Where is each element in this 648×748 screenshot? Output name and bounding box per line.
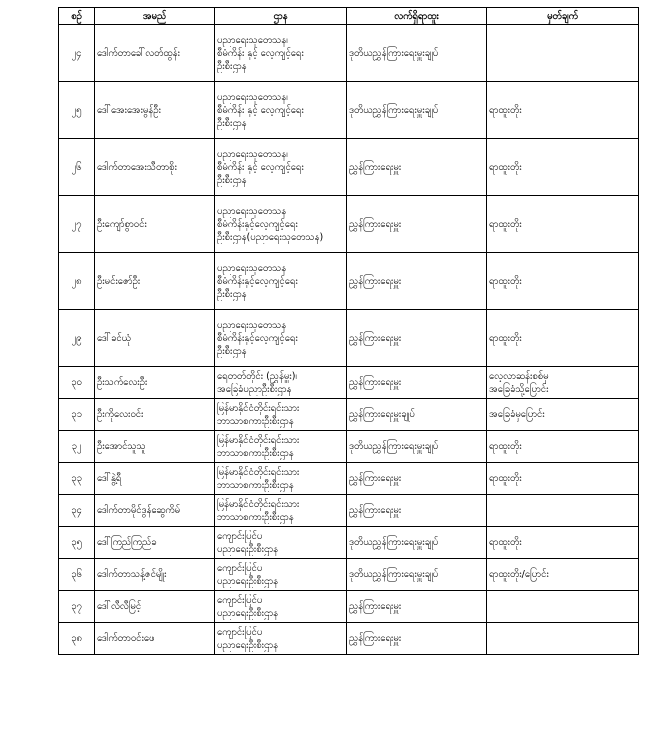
header-department: ဌာန	[215, 8, 347, 25]
department-line: ပညာရေးဦးစီးဌာန	[217, 639, 279, 651]
row-name: ဒေါက်တာအေးသီတာစိုး	[95, 139, 215, 196]
header-no: စဉ်	[59, 8, 95, 25]
department-line: မြန်မာနိုင်ငံတိုင်းရင်းသား	[217, 402, 300, 414]
row-remark	[487, 527, 639, 559]
row-name: ဒေါက်တာမိုင်ဒွန်ဆွေကိမ်	[95, 495, 215, 527]
department-line: ပညာရေးသုတေသန၊	[217, 91, 288, 103]
department-line: စီမံကိန်းနှင့်လေ့ကျင့်ရေး	[217, 332, 298, 344]
department-line: ပညာရေးသုတေသန	[217, 319, 287, 331]
department-line: ရေတတ်တိုင်း (ညွှန်မှူး)၊	[217, 370, 297, 382]
row-department	[215, 139, 347, 196]
row-number: ၃၅	[59, 527, 95, 559]
row-remark	[487, 367, 639, 399]
department-line: ဦးစီးဌာန	[217, 174, 247, 186]
department-line: ကျောင်းပြင်ပ	[217, 594, 263, 606]
table-row	[59, 139, 639, 196]
row-name: ဒေါ်ခင်ယုံ	[95, 310, 215, 367]
row-remark	[487, 591, 639, 623]
row-number: ၃၈	[59, 623, 95, 655]
remark-line: ရာထူးတိုး	[489, 104, 522, 116]
row-remark	[487, 310, 639, 367]
remark-line: လေ့လာဆန်းစစ်မှ	[489, 370, 549, 382]
department-line: ကျောင်းပြင်ပ	[217, 530, 263, 542]
table-row	[59, 82, 639, 139]
row-name: ဒေါ်အေးအေးမွန်ဦး	[95, 82, 215, 139]
department-line: ဦးစီးဌာန	[217, 288, 247, 300]
table-row	[59, 196, 639, 253]
department-line: မြန်မာနိုင်ငံတိုင်းရင်းသား	[217, 466, 300, 478]
row-current-position: ညွှန်ကြားရေးမှူး	[347, 253, 487, 310]
row-number: ၃၃	[59, 463, 95, 495]
row-number: ၃၀	[59, 367, 95, 399]
row-number: ၂၅	[59, 82, 95, 139]
row-remark	[487, 431, 639, 463]
row-name: ဒေါက်တာဝင်းဖေ	[95, 623, 215, 655]
department-line: ပညာရေးသုတေသန၊	[217, 34, 288, 46]
remark-line: ရာထူးတိုး	[489, 441, 522, 452]
department-line: ပညာရေးသုတေသန	[217, 205, 287, 217]
department-line: ဦးစီးဌာန	[217, 60, 247, 72]
table-row	[59, 591, 639, 623]
row-department	[215, 399, 347, 431]
row-number: ၂၈	[59, 253, 95, 310]
department-line: စီမံကိန်း နှင့် လေ့ကျင့်ရေး	[217, 47, 304, 59]
row-remark	[487, 463, 639, 495]
row-remark	[487, 253, 639, 310]
department-line: စီမံကိန်းနှင့်လေ့ကျင့်ရေး	[217, 218, 298, 230]
table-row	[59, 431, 639, 463]
row-department	[215, 495, 347, 527]
row-current-position: ညွှန်ကြားရေးမှူး	[347, 310, 487, 367]
row-department	[215, 25, 347, 82]
row-remark	[487, 623, 639, 655]
header-current-position: လက်ရှိရာထူး	[347, 8, 487, 25]
table-row	[59, 623, 639, 655]
department-line: ပညာရေးဦးစီးဌာန	[217, 607, 279, 619]
table-body	[59, 25, 639, 655]
row-number: ၂၄	[59, 25, 95, 82]
row-current-position: ဒုတိယညွှန်ကြားရေးမှူးချုပ်	[347, 431, 487, 463]
row-number: ၃၁	[59, 399, 95, 431]
row-current-position: ညွှန်ကြားရေးမှူး	[347, 463, 487, 495]
row-remark	[487, 399, 639, 431]
department-line: ပညာရေးသုတေသန၊	[217, 148, 288, 160]
row-department	[215, 253, 347, 310]
department-line: ပညာရေးဦးစီးဌာန	[217, 575, 279, 587]
row-number: ၂၆	[59, 139, 95, 196]
row-department	[215, 463, 347, 495]
table-row	[59, 559, 639, 591]
row-name: ဒေါ်လီလီမြင့်	[95, 591, 215, 623]
table-row	[59, 25, 639, 82]
row-name: ဒေါ်ကြည်ကြည်ခ	[95, 527, 215, 559]
row-department	[215, 431, 347, 463]
row-remark	[487, 559, 639, 591]
row-number: ၂၇	[59, 196, 95, 253]
remark-line: ရာထူးတိုး/ပြောင်း	[489, 569, 549, 580]
table-row	[59, 367, 639, 399]
staff-table	[58, 7, 639, 655]
department-line: ကျောင်းပြင်ပ	[217, 562, 263, 574]
row-current-position: ဒုတိယညွှန်ကြားရေးမှူးချုပ်	[347, 559, 487, 591]
row-department	[215, 310, 347, 367]
row-current-position: ဒုတိယညွှန်ကြားရေးမှူးချုပ်	[347, 25, 487, 82]
row-current-position: ညွှန်ကြားရေးမှူး	[347, 495, 487, 527]
row-number: ၂၉	[59, 310, 95, 367]
row-name: ဒေါက်တာသန့်ဇင်မျိုး	[95, 559, 215, 591]
remark-line: ရာထူးတိုး	[489, 218, 522, 230]
table-row	[59, 495, 639, 527]
department-line: ကျောင်းပြင်ပ	[217, 626, 263, 638]
header-name: အမည်	[95, 8, 215, 25]
remark-line: ရာထူးတိုး	[489, 332, 522, 344]
department-line: ဦးစီးဌာန	[217, 117, 247, 129]
row-name: ဦးကျော်စွာဝင်း	[95, 196, 215, 253]
department-line: အခြေခံပညာဦးစီးဌာန	[217, 383, 292, 395]
row-number: ၃၇	[59, 591, 95, 623]
remark-line: အခြေခံသို့ပြောင်း	[489, 383, 549, 395]
table-row	[59, 253, 639, 310]
row-number: ၃၄	[59, 495, 95, 527]
table-header-row	[59, 8, 639, 25]
row-current-position: ဒုတိယညွှန်ကြားရေးမှူးချုပ်	[347, 82, 487, 139]
row-remark	[487, 495, 639, 527]
remark-line: ရာထူးတိုး	[489, 473, 522, 484]
department-line: ပညာရေးဦးစီးဌာန	[217, 543, 279, 555]
row-remark	[487, 82, 639, 139]
row-department	[215, 82, 347, 139]
row-name: ဦးအောင်သူသူ	[95, 431, 215, 463]
table-row	[59, 399, 639, 431]
remark-line: အခြေခံမှပြောင်း	[489, 409, 545, 420]
row-department	[215, 527, 347, 559]
row-department	[215, 591, 347, 623]
row-name: ဦးကိုလေးဝင်း	[95, 399, 215, 431]
department-line: ဘာသာစကားဦးစီးဌာန	[217, 511, 294, 523]
row-remark	[487, 139, 639, 196]
row-department	[215, 559, 347, 591]
department-line: ဦးစီးဌာန	[217, 345, 247, 357]
department-line: စီမံကိန်းနှင့်လေ့ကျင့်ရေး	[217, 275, 298, 287]
remark-line: ရာထူးတိုး	[489, 275, 522, 287]
table-row	[59, 527, 639, 559]
row-name: ဒေါ်နွဲ့ရီ	[95, 463, 215, 495]
row-name: ဦးမင်းဇော်ဦး	[95, 253, 215, 310]
remark-line: ရာထူးတိုး	[489, 537, 522, 548]
row-current-position: ညွှန်ကြားရေးမှူး	[347, 196, 487, 253]
row-current-position: ညွှန်ကြားရေးမှူး	[347, 367, 487, 399]
row-current-position: ညွှန်ကြားရေးမှူး	[347, 591, 487, 623]
row-number: ၃၂	[59, 431, 95, 463]
header-remark: မှတ်ချက်	[487, 8, 639, 25]
row-current-position: ညွှန်ကြားရေးမှူး	[347, 623, 487, 655]
department-line: မြန်မာနိုင်ငံတိုင်းရင်းသား	[217, 434, 300, 446]
row-current-position: ညွှန်ကြားရေးမှူး	[347, 139, 487, 196]
department-line: ဘာသာစကားဦးစီးဌာန	[217, 447, 294, 459]
row-name: ဒေါက်တာခေါ်လတ်ထွန်း	[95, 25, 215, 82]
row-remark	[487, 196, 639, 253]
remark-line: ရာထူးတိုး	[489, 161, 522, 173]
department-line: စီမံကိန်း နှင့် လေ့ကျင့်ရေး	[217, 161, 304, 173]
department-line: ဘာသာစကားဦးစီးဌာန	[217, 415, 294, 427]
row-department	[215, 623, 347, 655]
department-line: စီမံကိန်း နှင့် လေ့ကျင့်ရေး	[217, 104, 304, 116]
row-current-position: ဒုတိယညွှန်ကြားရေးမှူးချုပ်	[347, 527, 487, 559]
table-row	[59, 310, 639, 367]
row-department	[215, 367, 347, 399]
department-line: ဘာသာစကားဦးစီးဌာန	[217, 479, 294, 491]
row-name: ဦးသက်လေးဦး	[95, 367, 215, 399]
row-current-position: ညွှန်ကြားရေးမှူးချုပ်	[347, 399, 487, 431]
department-line: ပညာရေးသုတေသန	[217, 262, 287, 274]
row-department	[215, 196, 347, 253]
department-line: ဦးစီးဌာန(ပညာရေးသုတေသန)	[217, 231, 324, 243]
department-line: မြန်မာနိုင်ငံတိုင်းရင်းသား	[217, 498, 300, 510]
row-remark	[487, 25, 639, 82]
row-number: ၃၆	[59, 559, 95, 591]
table-row	[59, 463, 639, 495]
